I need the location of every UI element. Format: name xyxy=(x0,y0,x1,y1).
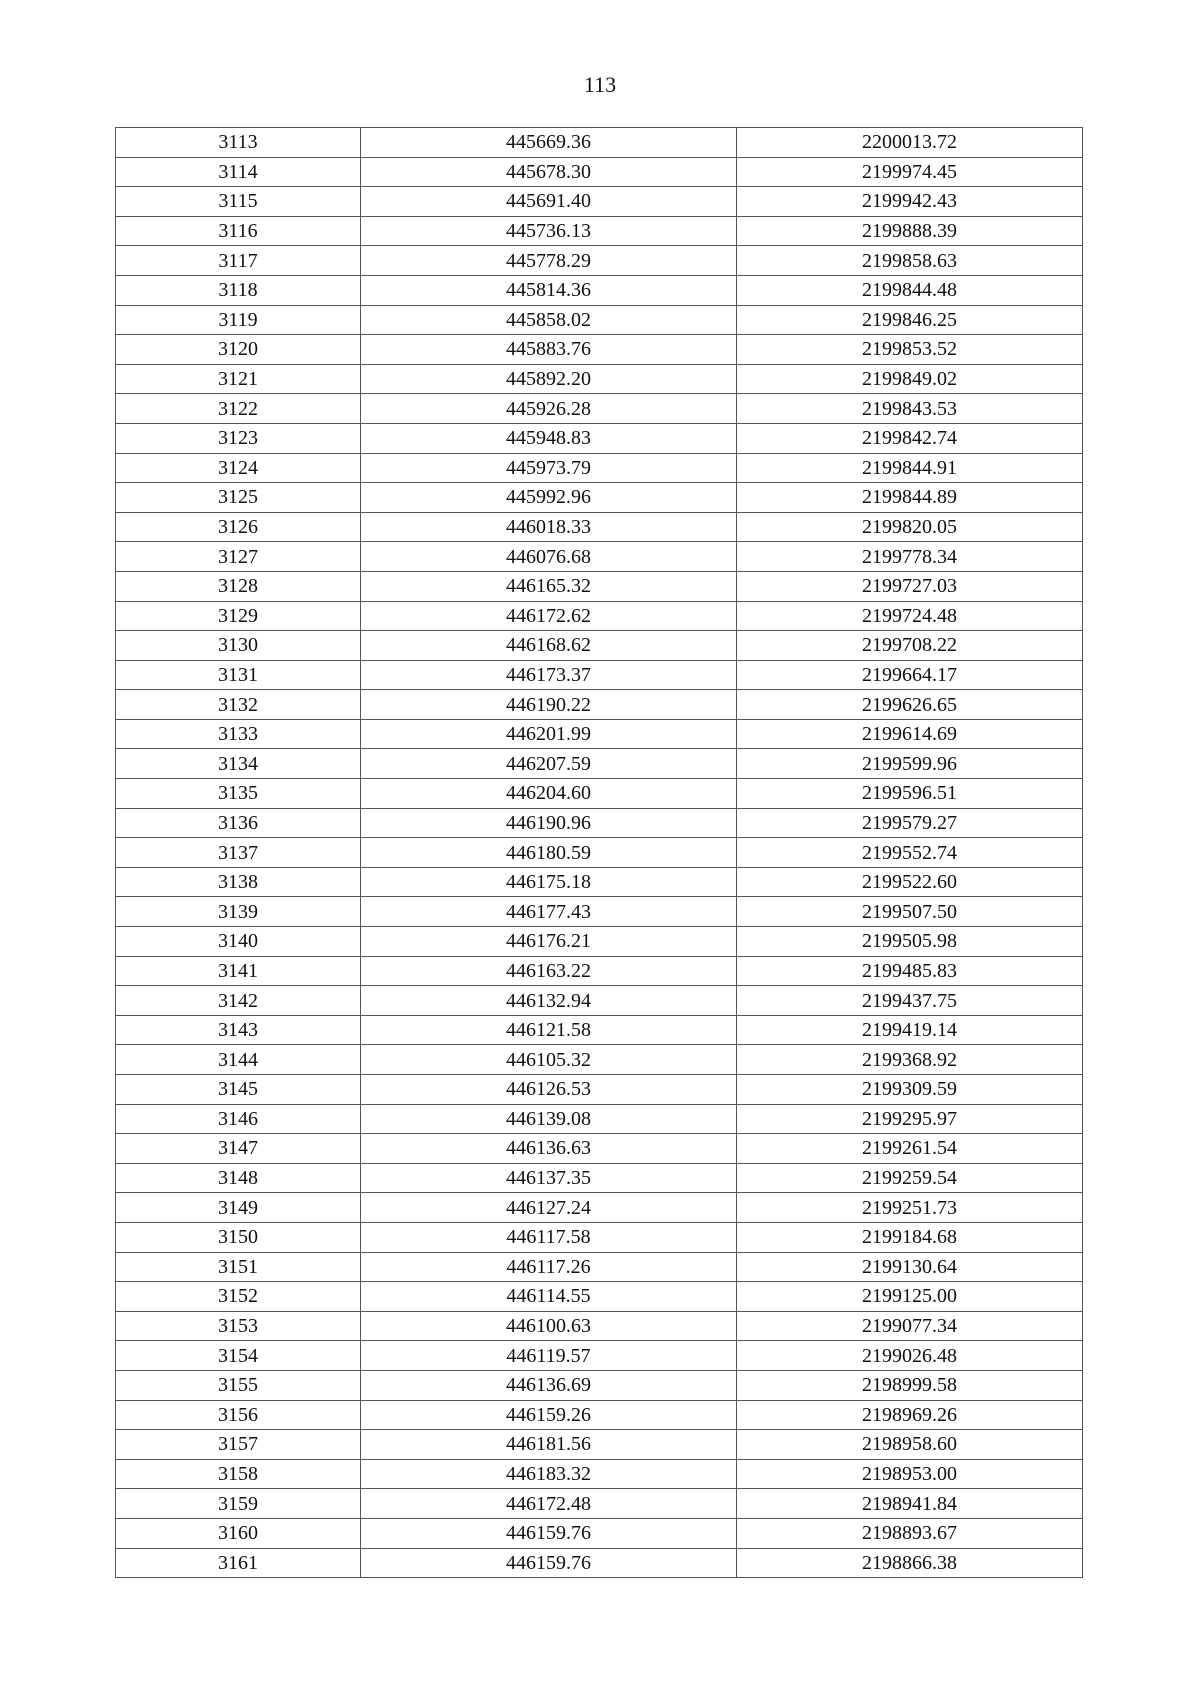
y-coordinate-cell: 2199505.98 xyxy=(737,927,1083,957)
y-coordinate-cell: 2199026.48 xyxy=(737,1341,1083,1371)
y-coordinate-cell: 2198953.00 xyxy=(737,1459,1083,1489)
point-number-cell: 3134 xyxy=(116,749,361,779)
y-coordinate-cell: 2199888.39 xyxy=(737,216,1083,246)
point-number-cell: 3135 xyxy=(116,779,361,809)
table-row xyxy=(116,631,1083,661)
x-coordinate-cell: 446180.59 xyxy=(361,838,737,868)
y-coordinate-cell: 2199626.65 xyxy=(737,690,1083,720)
x-coordinate-cell: 446168.62 xyxy=(361,631,737,661)
y-coordinate-cell: 2199485.83 xyxy=(737,956,1083,986)
table-row xyxy=(116,335,1083,365)
x-coordinate-cell: 445678.30 xyxy=(361,157,737,187)
table-row xyxy=(116,512,1083,542)
x-coordinate-cell: 446126.53 xyxy=(361,1075,737,1105)
y-coordinate-cell: 2199858.63 xyxy=(737,246,1083,276)
x-coordinate-cell: 445948.83 xyxy=(361,423,737,453)
x-coordinate-cell: 446207.59 xyxy=(361,749,737,779)
y-coordinate-cell: 2198958.60 xyxy=(737,1430,1083,1460)
table-row xyxy=(116,1282,1083,1312)
y-coordinate-cell: 2199261.54 xyxy=(737,1134,1083,1164)
point-number-cell: 3153 xyxy=(116,1311,361,1341)
y-coordinate-cell: 2199507.50 xyxy=(737,897,1083,927)
table-row xyxy=(116,1489,1083,1519)
table-row xyxy=(116,1311,1083,1341)
y-coordinate-cell: 2199184.68 xyxy=(737,1222,1083,1252)
x-coordinate-cell: 446137.35 xyxy=(361,1163,737,1193)
point-number-cell: 3126 xyxy=(116,512,361,542)
table-row xyxy=(116,1104,1083,1134)
coordinates-table xyxy=(115,127,1083,1578)
point-number-cell: 3147 xyxy=(116,1134,361,1164)
point-number-cell: 3127 xyxy=(116,542,361,572)
y-coordinate-cell: 2198866.38 xyxy=(737,1548,1083,1578)
x-coordinate-cell: 446190.96 xyxy=(361,808,737,838)
x-coordinate-cell: 446177.43 xyxy=(361,897,737,927)
point-number-cell: 3154 xyxy=(116,1341,361,1371)
x-coordinate-cell: 446175.18 xyxy=(361,867,737,897)
x-coordinate-cell: 446163.22 xyxy=(361,956,737,986)
point-number-cell: 3115 xyxy=(116,187,361,217)
x-coordinate-cell: 446204.60 xyxy=(361,779,737,809)
y-coordinate-cell: 2199844.89 xyxy=(737,483,1083,513)
table-row xyxy=(116,601,1083,631)
y-coordinate-cell: 2199579.27 xyxy=(737,808,1083,838)
y-coordinate-cell: 2199844.48 xyxy=(737,275,1083,305)
point-number-cell: 3155 xyxy=(116,1370,361,1400)
table-row xyxy=(116,423,1083,453)
y-coordinate-cell: 2199599.96 xyxy=(737,749,1083,779)
point-number-cell: 3141 xyxy=(116,956,361,986)
x-coordinate-cell: 445778.29 xyxy=(361,246,737,276)
y-coordinate-cell: 2199419.14 xyxy=(737,1015,1083,1045)
point-number-cell: 3114 xyxy=(116,157,361,187)
point-number-cell: 3122 xyxy=(116,394,361,424)
x-coordinate-cell: 446159.76 xyxy=(361,1518,737,1548)
y-coordinate-cell: 2199820.05 xyxy=(737,512,1083,542)
y-coordinate-cell: 2198893.67 xyxy=(737,1518,1083,1548)
table-row xyxy=(116,394,1083,424)
point-number-cell: 3133 xyxy=(116,719,361,749)
table-row xyxy=(116,719,1083,749)
x-coordinate-cell: 446076.68 xyxy=(361,542,737,572)
table-row xyxy=(116,305,1083,335)
x-coordinate-cell: 446127.24 xyxy=(361,1193,737,1223)
point-number-cell: 3160 xyxy=(116,1518,361,1548)
x-coordinate-cell: 446139.08 xyxy=(361,1104,737,1134)
table-row xyxy=(116,779,1083,809)
x-coordinate-cell: 446100.63 xyxy=(361,1311,737,1341)
point-number-cell: 3159 xyxy=(116,1489,361,1519)
table-row xyxy=(116,1045,1083,1075)
table-row xyxy=(116,483,1083,513)
table-row xyxy=(116,1430,1083,1460)
point-number-cell: 3124 xyxy=(116,453,361,483)
table-row xyxy=(116,1163,1083,1193)
y-coordinate-cell: 2199077.34 xyxy=(737,1311,1083,1341)
table-row xyxy=(116,1400,1083,1430)
table-row xyxy=(116,216,1083,246)
table-row xyxy=(116,187,1083,217)
table-row xyxy=(116,690,1083,720)
point-number-cell: 3120 xyxy=(116,335,361,365)
y-coordinate-cell: 2199843.53 xyxy=(737,394,1083,424)
x-coordinate-cell: 445858.02 xyxy=(361,305,737,335)
y-coordinate-cell: 2200013.72 xyxy=(737,128,1083,158)
table-row xyxy=(116,1341,1083,1371)
x-coordinate-cell: 446190.22 xyxy=(361,690,737,720)
y-coordinate-cell: 2199522.60 xyxy=(737,867,1083,897)
x-coordinate-cell: 446183.32 xyxy=(361,1459,737,1489)
point-number-cell: 3119 xyxy=(116,305,361,335)
coordinates-table-body xyxy=(116,128,1083,1578)
point-number-cell: 3148 xyxy=(116,1163,361,1193)
y-coordinate-cell: 2199727.03 xyxy=(737,571,1083,601)
x-coordinate-cell: 445814.36 xyxy=(361,275,737,305)
point-number-cell: 3157 xyxy=(116,1430,361,1460)
x-coordinate-cell: 446181.56 xyxy=(361,1430,737,1460)
x-coordinate-cell: 446159.76 xyxy=(361,1548,737,1578)
point-number-cell: 3161 xyxy=(116,1548,361,1578)
table-row xyxy=(116,246,1083,276)
point-number-cell: 3117 xyxy=(116,246,361,276)
point-number-cell: 3158 xyxy=(116,1459,361,1489)
point-number-cell: 3131 xyxy=(116,660,361,690)
x-coordinate-cell: 446172.48 xyxy=(361,1489,737,1519)
y-coordinate-cell: 2199942.43 xyxy=(737,187,1083,217)
table-row xyxy=(116,927,1083,957)
table-row xyxy=(116,1015,1083,1045)
table-row xyxy=(116,128,1083,158)
x-coordinate-cell: 446136.69 xyxy=(361,1370,737,1400)
point-number-cell: 3144 xyxy=(116,1045,361,1075)
x-coordinate-cell: 445973.79 xyxy=(361,453,737,483)
table-row xyxy=(116,1548,1083,1578)
x-coordinate-cell: 446018.33 xyxy=(361,512,737,542)
point-number-cell: 3140 xyxy=(116,927,361,957)
point-number-cell: 3137 xyxy=(116,838,361,868)
y-coordinate-cell: 2198999.58 xyxy=(737,1370,1083,1400)
y-coordinate-cell: 2199842.74 xyxy=(737,423,1083,453)
x-coordinate-cell: 446165.32 xyxy=(361,571,737,601)
table-row xyxy=(116,275,1083,305)
point-number-cell: 3128 xyxy=(116,571,361,601)
table-row xyxy=(116,867,1083,897)
y-coordinate-cell: 2199125.00 xyxy=(737,1282,1083,1312)
x-coordinate-cell: 446105.32 xyxy=(361,1045,737,1075)
y-coordinate-cell: 2199846.25 xyxy=(737,305,1083,335)
table-row xyxy=(116,1459,1083,1489)
x-coordinate-cell: 446159.26 xyxy=(361,1400,737,1430)
point-number-cell: 3150 xyxy=(116,1222,361,1252)
table-row xyxy=(116,542,1083,572)
x-coordinate-cell: 446117.26 xyxy=(361,1252,737,1282)
point-number-cell: 3113 xyxy=(116,128,361,158)
x-coordinate-cell: 445883.76 xyxy=(361,335,737,365)
y-coordinate-cell: 2199849.02 xyxy=(737,364,1083,394)
table-row xyxy=(116,453,1083,483)
point-number-cell: 3125 xyxy=(116,483,361,513)
point-number-cell: 3129 xyxy=(116,601,361,631)
point-number-cell: 3149 xyxy=(116,1193,361,1223)
x-coordinate-cell: 445892.20 xyxy=(361,364,737,394)
table-row xyxy=(116,956,1083,986)
point-number-cell: 3118 xyxy=(116,275,361,305)
x-coordinate-cell: 446121.58 xyxy=(361,1015,737,1045)
table-row xyxy=(116,1370,1083,1400)
point-number-cell: 3121 xyxy=(116,364,361,394)
table-row xyxy=(116,986,1083,1016)
x-coordinate-cell: 446136.63 xyxy=(361,1134,737,1164)
table-row xyxy=(116,364,1083,394)
y-coordinate-cell: 2199853.52 xyxy=(737,335,1083,365)
table-row xyxy=(116,1518,1083,1548)
y-coordinate-cell: 2199614.69 xyxy=(737,719,1083,749)
x-coordinate-cell: 445736.13 xyxy=(361,216,737,246)
x-coordinate-cell: 446119.57 xyxy=(361,1341,737,1371)
y-coordinate-cell: 2199437.75 xyxy=(737,986,1083,1016)
y-coordinate-cell: 2199552.74 xyxy=(737,838,1083,868)
x-coordinate-cell: 446201.99 xyxy=(361,719,737,749)
table-row xyxy=(116,749,1083,779)
y-coordinate-cell: 2199259.54 xyxy=(737,1163,1083,1193)
x-coordinate-cell: 446173.37 xyxy=(361,660,737,690)
point-number-cell: 3145 xyxy=(116,1075,361,1105)
point-number-cell: 3143 xyxy=(116,1015,361,1045)
table-row xyxy=(116,1075,1083,1105)
point-number-cell: 3152 xyxy=(116,1282,361,1312)
point-number-cell: 3139 xyxy=(116,897,361,927)
y-coordinate-cell: 2199309.59 xyxy=(737,1075,1083,1105)
table-row xyxy=(116,157,1083,187)
point-number-cell: 3151 xyxy=(116,1252,361,1282)
x-coordinate-cell: 445669.36 xyxy=(361,128,737,158)
point-number-cell: 3136 xyxy=(116,808,361,838)
table-row xyxy=(116,1193,1083,1223)
x-coordinate-cell: 445926.28 xyxy=(361,394,737,424)
y-coordinate-cell: 2199251.73 xyxy=(737,1193,1083,1223)
point-number-cell: 3142 xyxy=(116,986,361,1016)
y-coordinate-cell: 2199130.64 xyxy=(737,1252,1083,1282)
x-coordinate-cell: 446172.62 xyxy=(361,601,737,631)
table-row xyxy=(116,1134,1083,1164)
table-row xyxy=(116,838,1083,868)
y-coordinate-cell: 2199778.34 xyxy=(737,542,1083,572)
y-coordinate-cell: 2199974.45 xyxy=(737,157,1083,187)
point-number-cell: 3156 xyxy=(116,1400,361,1430)
point-number-cell: 3130 xyxy=(116,631,361,661)
table-row xyxy=(116,660,1083,690)
table-row xyxy=(116,1222,1083,1252)
table-row xyxy=(116,897,1083,927)
x-coordinate-cell: 445691.40 xyxy=(361,187,737,217)
y-coordinate-cell: 2199596.51 xyxy=(737,779,1083,809)
x-coordinate-cell: 445992.96 xyxy=(361,483,737,513)
y-coordinate-cell: 2199664.17 xyxy=(737,660,1083,690)
y-coordinate-cell: 2198941.84 xyxy=(737,1489,1083,1519)
point-number-cell: 3123 xyxy=(116,423,361,453)
y-coordinate-cell: 2199708.22 xyxy=(737,631,1083,661)
x-coordinate-cell: 446117.58 xyxy=(361,1222,737,1252)
point-number-cell: 3116 xyxy=(116,216,361,246)
page-number: 113 xyxy=(583,72,617,97)
y-coordinate-cell: 2199368.92 xyxy=(737,1045,1083,1075)
table-row xyxy=(116,808,1083,838)
y-coordinate-cell: 2199724.48 xyxy=(737,601,1083,631)
table-row xyxy=(116,571,1083,601)
x-coordinate-cell: 446176.21 xyxy=(361,927,737,957)
y-coordinate-cell: 2199295.97 xyxy=(737,1104,1083,1134)
point-number-cell: 3146 xyxy=(116,1104,361,1134)
y-coordinate-cell: 2198969.26 xyxy=(737,1400,1083,1430)
table-row xyxy=(116,1252,1083,1282)
x-coordinate-cell: 446114.55 xyxy=(361,1282,737,1312)
point-number-cell: 3132 xyxy=(116,690,361,720)
y-coordinate-cell: 2199844.91 xyxy=(737,453,1083,483)
point-number-cell: 3138 xyxy=(116,867,361,897)
x-coordinate-cell: 446132.94 xyxy=(361,986,737,1016)
